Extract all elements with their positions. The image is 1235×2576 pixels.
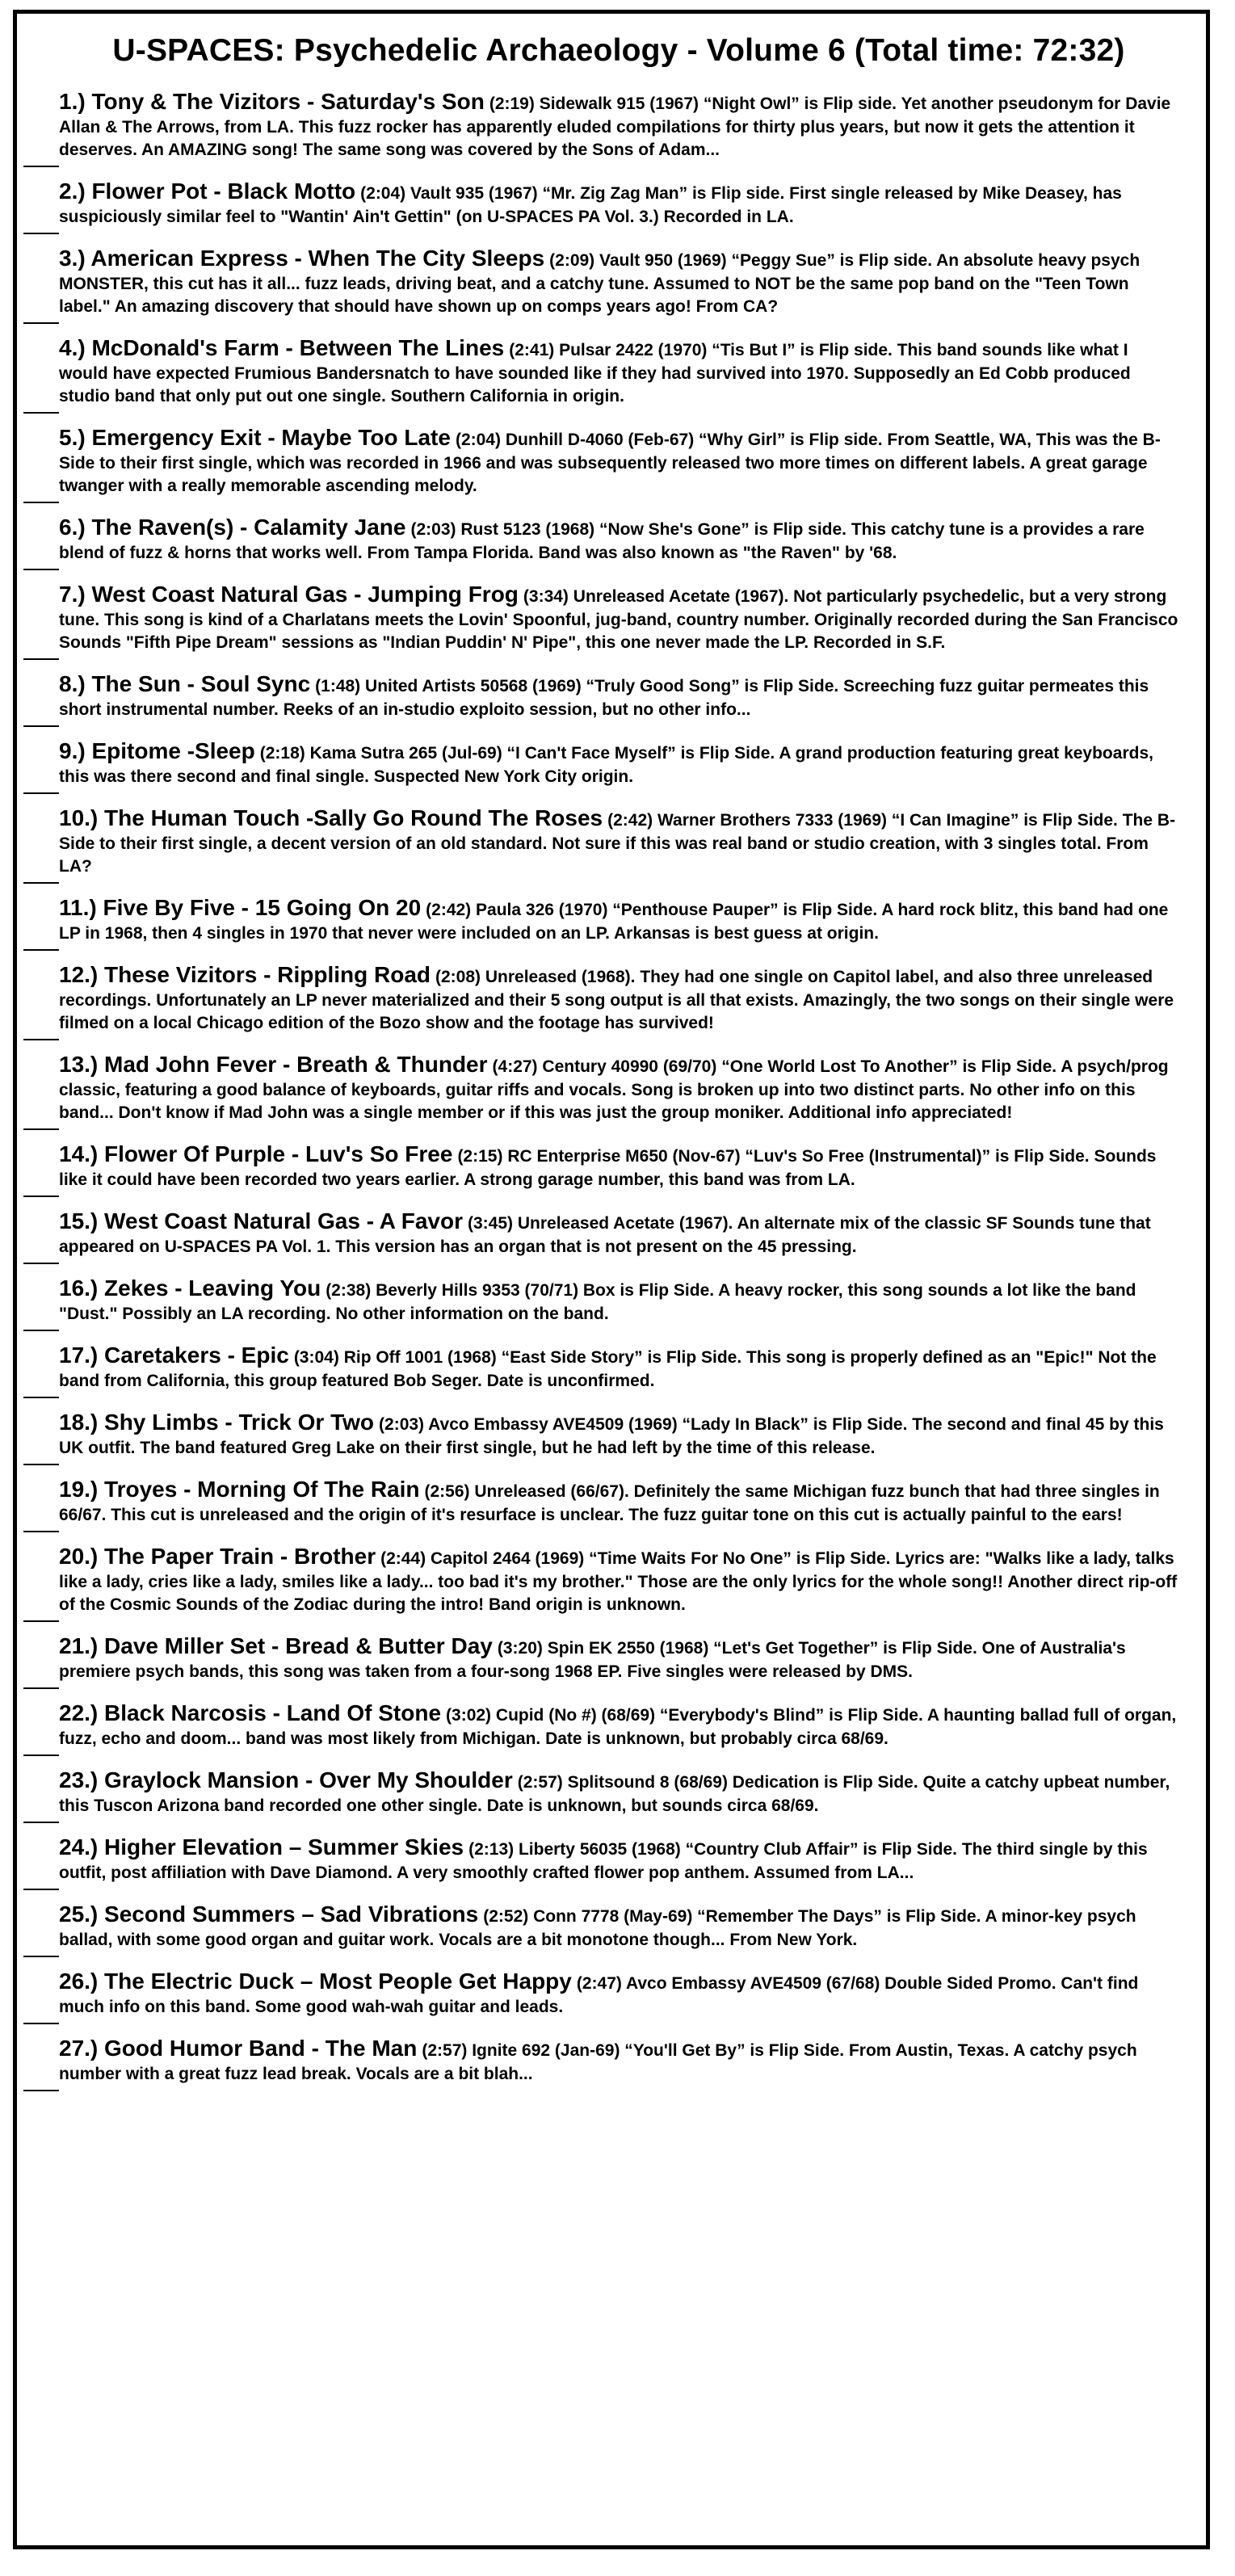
track-release-detail: Beverly Hills 9353 (70/71) Box is Flip Side. xyxy=(376,1281,715,1300)
track-duration: (2:44) xyxy=(380,1549,426,1568)
track-description: A hard rock blitz, this band had one LP in 1968, then 4 singles in 1970 that never were included on an LP. Arkansas is best guess at origin. xyxy=(59,901,1169,943)
track-entry xyxy=(59,1966,1178,2024)
track-description: This band sounds like what I would have expected Frumious Bandersnatch to have sounded like if they had survived into 1970. Supposedly an Ed Cobb produced studio band that only put out one single. Southern California in origin. xyxy=(59,341,1131,406)
track-entry xyxy=(59,1206,1178,1264)
track-heading: 10.) The Human Touch -Sally Go Round The Roses xyxy=(59,805,603,830)
track-list xyxy=(59,86,1178,2091)
track-entry xyxy=(59,579,1178,660)
track-description: An absolute heavy psych MONSTER, this cut has it all... fuzz leads, driving beat, and a catchy tune. Assumed to NOT be the same pop band on the "Teen Town label." An amazing discovery that should have shown up on comps years ago! From CA? xyxy=(59,251,1140,316)
track-description: Yet another pseudonym for Davie Allan & The Arrows, from LA. This fuzz rocker has apparently eluded compilations for thirty plus years, but now it gets the attention it deserves. An AMAZING song! The same song was covered by the Sons of Adam... xyxy=(59,95,1171,159)
track-duration: (3:45) xyxy=(468,1214,514,1233)
track-description: A haunting ballad full of organ, fuzz, echo and doom... band was most likely from Michigan. Date is unknown, but probably circa 68/69. xyxy=(59,1706,1177,1748)
track-heading: 27.) Good Humor Band - The Man xyxy=(59,2036,418,2061)
track-heading: 3.) American Express - When The City Sleeps xyxy=(59,246,545,271)
track-release-detail: Ignite 692 (Jan-69) “You'll Get By” is Flip Side. xyxy=(472,2041,845,2060)
track-entry xyxy=(59,893,1178,951)
track-heading: 21.) Dave Miller Set - Bread & Butter Day xyxy=(59,1633,493,1658)
track-entry xyxy=(59,1407,1178,1465)
track-release-detail: Capitol 2464 (1969) “Time Waits For No One” is Flip Side. xyxy=(430,1549,891,1568)
track-duration: (3:04) xyxy=(293,1348,339,1367)
track-description: Definitely the same Michigan fuzz bunch that had three singles in 66/67. This cut is unreleased and the origin of it's resurface is unclear. The fuzz guitar tone on this cut is actually painful to the ears! xyxy=(59,1482,1160,1524)
track-release-detail: Dunhill D-4060 (Feb-67) “Why Girl” is Flip side. xyxy=(505,431,883,449)
track-heading: 5.) Emergency Exit - Maybe Too Late xyxy=(59,425,451,450)
track-duration: (2:57) xyxy=(422,2041,468,2060)
track-release-detail: Splitsound 8 (68/69) Dedication is Flip Side. xyxy=(567,1773,918,1792)
track-entry xyxy=(59,736,1178,794)
track-entry xyxy=(59,1541,1178,1622)
track-release-detail: Avco Embassy AVE4509 (1969) “Lady In Black” is Flip Side. xyxy=(428,1415,908,1434)
track-heading: 2.) Flower Pot - Black Motto xyxy=(59,179,356,204)
track-release-detail: Century 40990 (69/70) “One World Lost To Another” is Flip Side. xyxy=(542,1057,1057,1076)
track-entry xyxy=(59,960,1178,1040)
track-entry xyxy=(59,1899,1178,1957)
track-heading: 12.) These Vizitors - Rippling Road xyxy=(59,962,431,987)
track-entry xyxy=(59,1765,1178,1823)
track-entry xyxy=(59,1049,1178,1130)
track-heading: 18.) Shy Limbs - Trick Or Two xyxy=(59,1410,375,1435)
track-entry xyxy=(59,1631,1178,1689)
track-duration: (2:38) xyxy=(326,1281,372,1300)
track-description: Not particularly psychedelic, but a very strong tune. This song is kind of a Charlatans meets the Lovin' Spoonful, jug-band, country number. Originally recorded during the San Francisco Sounds "Fifth Pipe Dream" sessions as "Indian Puddin' N' Pipe", this one never made the LP. Recorded in S.F. xyxy=(59,587,1178,652)
track-release-detail: Sidewalk 915 (1967) “Night Owl” is Flip side. xyxy=(539,95,897,113)
track-duration: (2:08) xyxy=(435,968,481,986)
track-release-detail: United Artists 50568 (1969) “Truly Good Song” is Flip Side. xyxy=(365,677,839,695)
track-heading: 14.) Flower Of Purple - Luv's So Free xyxy=(59,1141,453,1166)
track-duration: (2:03) xyxy=(379,1415,425,1434)
track-release-detail: Kama Sutra 265 (Jul-69) “I Can't Face Myself” is Flip Side. xyxy=(309,744,775,763)
track-heading: 22.) Black Narcosis - Land Of Stone xyxy=(59,1700,442,1725)
track-description: The third single by this outfit, post affiliation with Dave Diamond. A very smoothly crafted flower pop anthem. Assumed from LA... xyxy=(59,1840,1148,1882)
track-heading: 19.) Troyes - Morning Of The Rain xyxy=(59,1477,420,1502)
page-title: U-SPACES: Psychedelic Archaeology - Volume 6 (Total time: 72:32) xyxy=(112,33,1125,68)
track-description: One of Australia's premiere psych bands, this song was taken from a four-song 1968 EP. Five singles were released by DMS. xyxy=(59,1639,1126,1681)
track-heading: 26.) The Electric Duck – Most People Get Happy xyxy=(59,1969,572,1994)
track-description: They had one single on Capitol label, and also three unreleased recordings. Unfortunately an LP never materialized and their 5 song output is all that exists. Amazingly, the two songs on their single were filmed on a local Chicago edition of the Bozo show and the footage has survived! xyxy=(59,968,1174,1032)
track-heading: 24.) Higher Elevation – Summer Skies xyxy=(59,1834,464,1860)
track-description: A grand production featuring great keyboards, this was there second and final single. Suspected New York City origin. xyxy=(59,744,1153,786)
track-entry xyxy=(59,1273,1178,1331)
track-duration: (2:09) xyxy=(549,251,595,270)
track-heading: 6.) The Raven(s) - Calamity Jane xyxy=(59,515,406,540)
track-entry xyxy=(59,333,1178,414)
track-heading: 15.) West Coast Natural Gas - A Favor xyxy=(59,1208,463,1233)
track-entry xyxy=(59,86,1178,167)
track-heading: 11.) Five By Five - 15 Going On 20 xyxy=(59,895,422,920)
track-release-detail: Unreleased Acetate (1967). xyxy=(517,1214,733,1233)
track-duration: (2:56) xyxy=(424,1482,470,1501)
track-release-detail: Vault 935 (1967) “Mr. Zig Zag Man” is Flip side. xyxy=(410,184,785,203)
track-entry xyxy=(59,803,1178,884)
track-duration: (2:18) xyxy=(259,744,305,763)
track-entry xyxy=(59,669,1178,727)
track-release-detail: RC Enterprise M650 (Nov-67) “Luv's So Free (Instrumental)” is Flip Side. xyxy=(507,1147,1090,1166)
track-description: From Seattle, WA, This was the B-Side to their first single, which was recorded in 1966 and was subsequently released two more times on different labels. A great garage twanger with a really memorable ascending melody. xyxy=(59,431,1161,495)
track-heading: 25.) Second Summers – Sad Vibrations xyxy=(59,1902,479,1927)
track-release-detail: Vault 950 (1969) “Peggy Sue” is Flip side. xyxy=(599,251,933,270)
track-duration: (2:04) xyxy=(360,184,406,203)
track-duration: (2:19) xyxy=(489,95,535,113)
track-entry xyxy=(59,176,1178,234)
track-entry xyxy=(59,422,1178,503)
track-duration: (3:02) xyxy=(446,1706,492,1725)
track-description: The B-Side to their first single, a decent version of an old standard. Not sure if this was real band or studio creation, with 3 singles total. From LA? xyxy=(59,811,1176,876)
track-description: Lyrics are: "Walks like a lady, talks like a lady, cries like a lady, smiles like a lady... too bad it's my brother." Those are the only lyrics for the whole song!! Another direct rip-off of the Cosmic Sounds of the Zodiac during the intro! Band origin is unknown. xyxy=(59,1549,1178,1614)
track-heading: 23.) Graylock Mansion - Over My Shoulder xyxy=(59,1767,513,1792)
track-heading: 13.) Mad John Fever - Breath & Thunder xyxy=(59,1052,488,1077)
track-duration: (2:15) xyxy=(457,1147,503,1166)
track-release-detail: Rust 5123 (1968) “Now She's Gone” is Flip side. xyxy=(460,520,846,539)
track-release-detail: Cupid (No #) (68/69) “Everybody's Blind” is Flip Side. xyxy=(495,1706,923,1725)
track-entry xyxy=(59,243,1178,324)
track-description: From Austin, Texas. A catchy psych number with a great fuzz lead break. Vocals are a bit blah... xyxy=(59,2041,1137,2083)
track-duration: (2:57) xyxy=(517,1773,563,1792)
track-release-detail: Conn 7778 (May-69) “Remember The Days” is Flip Side. xyxy=(533,1907,981,1926)
track-heading: 8.) The Sun - Soul Sync xyxy=(59,671,311,696)
track-heading: 20.) The Paper Train - Brother xyxy=(59,1544,376,1569)
track-duration: (2:47) xyxy=(576,1974,622,1993)
track-description: A heavy rocker, this song sounds a lot like the band "Dust." Possibly an LA recording. No other information on the band. xyxy=(59,1281,1136,1323)
track-release-detail: Rip Off 1001 (1968) “East Side Story” is Flip Side. xyxy=(343,1348,742,1367)
track-release-detail: Pulsar 2422 (1970) “Tis But I” is Flip side. xyxy=(559,341,893,359)
track-duration: (2:52) xyxy=(483,1907,529,1926)
track-duration: (2:41) xyxy=(509,341,555,359)
track-duration: (2:13) xyxy=(468,1840,515,1859)
track-duration: (2:03) xyxy=(410,520,456,539)
track-release-detail: Unreleased (1968). xyxy=(485,968,636,986)
track-description: Quite a catchy upbeat number, this Tuscon Arizona band recorded one other single. Date is unknown, but sounds circa 68/69. xyxy=(59,1773,1170,1815)
track-entry xyxy=(59,512,1178,570)
track-entry xyxy=(59,1832,1178,1890)
track-release-detail: Spin EK 2550 (1968) “Let's Get Together” is Flip Side. xyxy=(547,1639,977,1658)
track-heading: 17.) Caretakers - Epic xyxy=(59,1343,289,1368)
track-duration: (4:27) xyxy=(492,1057,538,1076)
track-release-detail: Unreleased Acetate (1967). xyxy=(573,587,789,606)
track-description: An alternate mix of the classic SF Sounds tune that appeared on U-SPACES PA Vol. 1. This version has an organ that is not present on the 45 pressing. xyxy=(59,1214,1151,1256)
track-entry xyxy=(59,1474,1178,1532)
track-duration: (2:42) xyxy=(607,811,653,830)
track-release-detail: Warner Brothers 7333 (1969) “I Can Imagine” is Flip Side. xyxy=(657,811,1118,830)
track-duration: (2:42) xyxy=(426,901,472,919)
track-description: This song is properly defined as an "Epic!" Not the band from California, this group featured Bob Seger. Date is unconfirmed. xyxy=(59,1348,1157,1390)
track-description: A psych/prog classic, featuring a good balance of keyboards, guitar riffs and vocals. Song is broken up into two distinct parts. No other info on this band... Don't know if Mad John was a single member or if this was just the group moniker. Additional info appreciated! xyxy=(59,1057,1169,1122)
track-description: A minor-key psych ballad, with some good organ and guitar work. Vocals are a bit monotone though... From New York. xyxy=(59,1907,1136,1949)
track-entry xyxy=(59,1340,1178,1398)
track-duration: (1:48) xyxy=(315,677,361,695)
track-heading: 16.) Zekes - Leaving You xyxy=(59,1275,321,1301)
track-heading: 1.) Tony & The Vizitors - Saturday's Son xyxy=(59,89,485,114)
track-description: The second and final 45 by this UK outfit. The band featured Greg Lake on their first single, but he had left by the time of this release. xyxy=(59,1415,1164,1457)
track-heading: 9.) Epitome -Sleep xyxy=(59,738,255,763)
liner-notes-page xyxy=(13,10,1210,2549)
track-heading: 4.) McDonald's Farm - Between The Lines xyxy=(59,335,505,360)
track-duration: (3:34) xyxy=(523,587,569,606)
track-release-detail: Liberty 56035 (1968) “Country Club Affair” is Flip Side. xyxy=(518,1840,957,1859)
track-release-detail: Avco Embassy AVE4509 (67/68) Double Sided Promo. xyxy=(625,1974,1056,1993)
track-description: First single released by Mike Deasey, has suspiciously similar feel to "Wantin' Ain't Gettin" (on U-SPACES PA Vol. 3.) Recorded in LA. xyxy=(59,184,1122,226)
track-description: Screeching fuzz guitar permeates this short instrumental number. Reeks of an in-studio exploito session, but no other info... xyxy=(59,677,1149,719)
track-release-detail: Paula 326 (1970) “Penthouse Pauper” is Flip Side. xyxy=(476,901,878,919)
track-description: This catchy tune is a provides a rare blend of fuzz & horns that works well. From Tampa Florida. Band was also known as "the Raven" by '68. xyxy=(59,520,1145,562)
track-entry xyxy=(59,1139,1178,1197)
track-release-detail: Unreleased (66/67). xyxy=(474,1482,629,1501)
track-heading: 7.) West Coast Natural Gas - Jumping Frog xyxy=(59,582,519,607)
track-description: Can't find much info on this band. Some good wah-wah guitar and leads. xyxy=(59,1974,1139,2016)
track-entry xyxy=(59,2033,1178,2091)
track-duration: (2:04) xyxy=(455,431,501,449)
track-entry xyxy=(59,1698,1178,1756)
track-description: Sounds like it could have been recorded two years earlier. A strong garage number, this band was from LA. xyxy=(59,1147,1157,1189)
track-duration: (3:20) xyxy=(497,1639,543,1658)
